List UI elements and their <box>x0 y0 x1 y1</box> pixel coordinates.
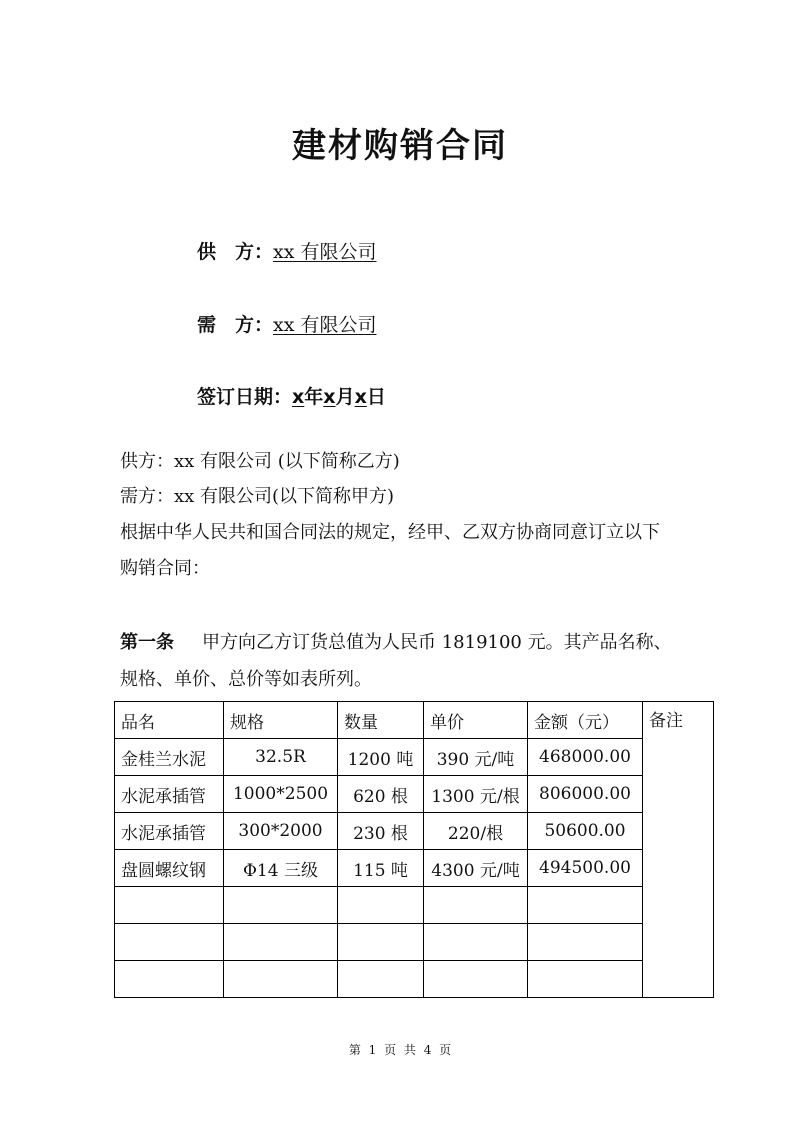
sign-date-month-unit: 月 <box>335 386 355 408</box>
sign-date-year: x <box>292 386 305 408</box>
intro-basis-cont: 购销合同： <box>120 558 210 579</box>
header-amount: 金额（元） <box>528 702 643 739</box>
table-row <box>115 850 714 887</box>
cell-empty <box>528 961 643 998</box>
cell-name: 金桂兰水泥 <box>115 739 224 776</box>
buyer-label: 需 方： <box>197 314 274 336</box>
cell-empty <box>528 924 643 961</box>
cell-amount: 806000.00 <box>528 776 643 813</box>
table-row <box>115 813 714 850</box>
buyer-value: xx 有限公司 <box>273 314 377 336</box>
document-title: 建材购销合同 <box>292 126 508 166</box>
cell-empty <box>528 887 643 924</box>
cell-empty <box>115 961 224 998</box>
cell-name: 水泥承插管 <box>115 813 224 850</box>
sign-date-day: x <box>354 386 367 408</box>
article-1-line-1 <box>120 631 672 655</box>
cell-unit-price: 4300 元/吨 <box>424 850 528 887</box>
cell-empty <box>338 924 424 961</box>
page-number-footer: 第 1 页 共 4 页 <box>348 1043 452 1057</box>
header-name: 品名 <box>115 702 224 739</box>
sign-date-month: x <box>323 386 336 408</box>
sign-date-line <box>197 385 386 409</box>
cell-spec: Φ14 三级 <box>224 850 338 887</box>
article-1-line-2: 规格、单价、总价等如表所列。 <box>120 669 372 690</box>
table-row-empty <box>115 924 714 961</box>
cell-empty <box>115 924 224 961</box>
product-table <box>114 701 714 998</box>
article-1-text: 甲方向乙方订货总值为人民币 1819100 元。其产品名称、 <box>202 632 672 653</box>
sign-date-year-unit: 年 <box>304 386 324 408</box>
intro-basis: 根据中华人民共和国合同法的规定，经甲、乙双方协商同意订立以下 <box>120 522 660 543</box>
article-1-label: 第一条 <box>120 632 174 653</box>
table-row <box>115 739 714 776</box>
cell-spec: 32.5R <box>224 739 338 776</box>
table-row <box>115 776 714 813</box>
cell-name: 盘圆螺纹钢 <box>115 850 224 887</box>
sign-date-day-unit: 日 <box>366 386 386 408</box>
header-spec: 规格 <box>224 702 338 739</box>
cell-empty <box>224 887 338 924</box>
cell-amount: 50600.00 <box>528 813 643 850</box>
cell-quantity: 620 根 <box>338 776 424 813</box>
cell-empty <box>224 961 338 998</box>
cell-unit-price: 220/根 <box>424 813 528 850</box>
cell-spec: 300*2000 <box>224 813 338 850</box>
cell-unit-price: 390 元/吨 <box>424 739 528 776</box>
buyer-line <box>197 313 377 337</box>
intro-buyer: 需方：xx 有限公司(以下简称甲方) <box>120 486 395 507</box>
cell-empty <box>424 961 528 998</box>
supplier-line <box>197 240 377 264</box>
cell-empty <box>338 887 424 924</box>
cell-empty <box>424 887 528 924</box>
header-remarks: 备注 <box>643 702 714 998</box>
supplier-value: xx 有限公司 <box>273 241 377 263</box>
table-header-row <box>115 702 714 739</box>
cell-name: 水泥承插管 <box>115 776 224 813</box>
cell-empty <box>338 961 424 998</box>
cell-quantity: 1200 吨 <box>338 739 424 776</box>
cell-empty <box>115 887 224 924</box>
intro-supplier: 供方：xx 有限公司 (以下简称乙方) <box>120 451 400 472</box>
table-row-empty <box>115 887 714 924</box>
table-row-empty <box>115 961 714 998</box>
cell-spec: 1000*2500 <box>224 776 338 813</box>
cell-quantity: 115 吨 <box>338 850 424 887</box>
cell-empty <box>224 924 338 961</box>
supplier-label: 供 方： <box>197 241 274 263</box>
sign-date-label: 签订日期： <box>197 386 293 408</box>
cell-amount: 494500.00 <box>528 850 643 887</box>
cell-empty <box>424 924 528 961</box>
cell-unit-price: 1300 元/根 <box>424 776 528 813</box>
header-quantity: 数量 <box>338 702 424 739</box>
header-unit-price: 单价 <box>424 702 528 739</box>
cell-amount: 468000.00 <box>528 739 643 776</box>
cell-quantity: 230 根 <box>338 813 424 850</box>
